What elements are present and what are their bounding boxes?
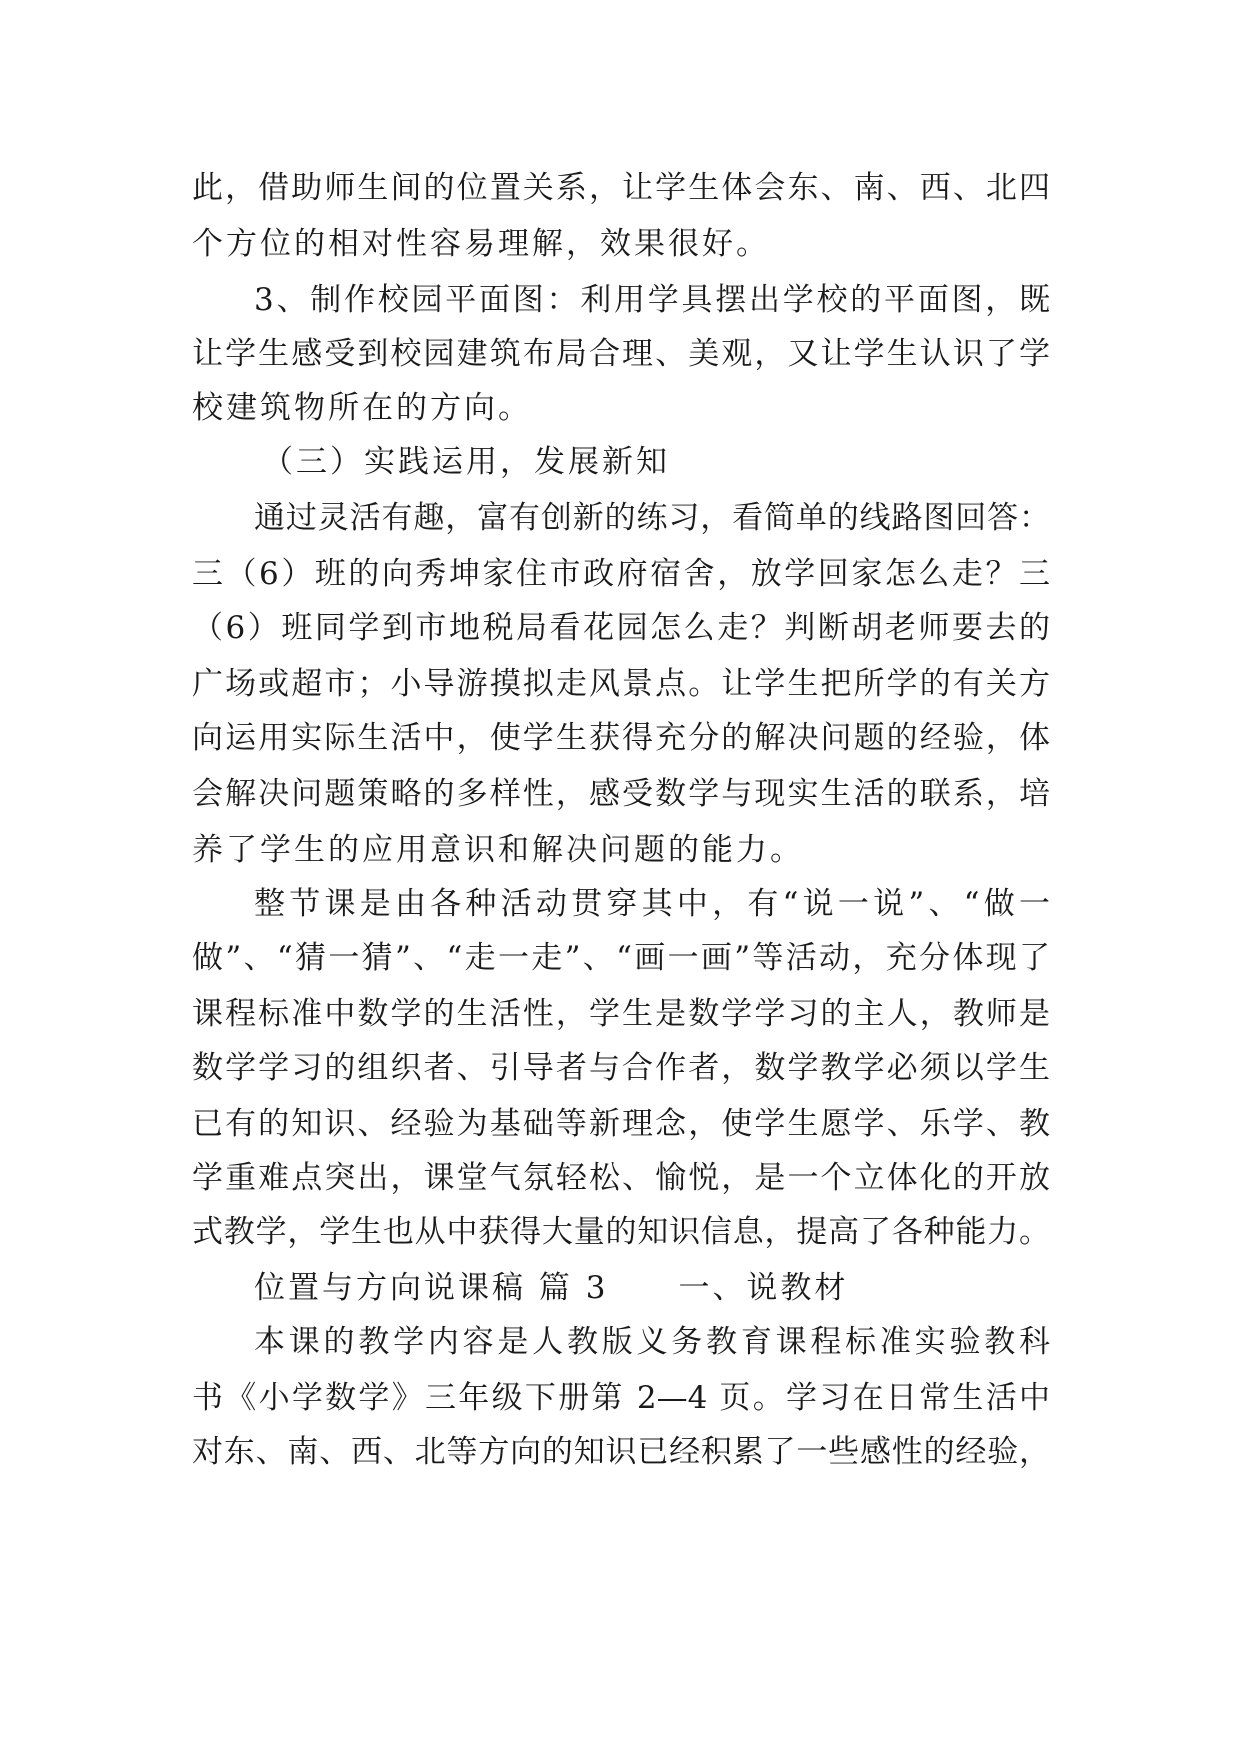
section-title: 位置与方向说课稿 篇 3 [254, 1270, 609, 1306]
paragraph-line: 向运用实际生活中，使学生获得充分的解决问题的经验，体 [192, 720, 1050, 756]
paragraph-line: 对东、南、西、北等方向的知识已经积累了一些感性的经验， [192, 1434, 1050, 1470]
paragraph-line: 让学生感受到校园建筑布局合理、美观，又让学生认识了学 [192, 336, 1050, 372]
paragraph-line: 本课的教学内容是人教版义务教育课程标准实验教科 [254, 1324, 1050, 1360]
paragraph-line: 已有的知识、经验为基础等新理念，使学生愿学、乐学、教 [192, 1106, 1050, 1142]
paragraph-line: 做”、“猜一猜”、“走一走”、“画一画”等活动，充分体现了 [192, 940, 1050, 976]
paragraph-line: 通过灵活有趣，富有创新的练习，看简单的线路图回答： [254, 500, 1050, 536]
paragraph-line: 数学学习的组织者、引导者与合作者，数学教学必须以学生 [192, 1050, 1050, 1086]
paragraph-line: 课程标准中数学的生活性，学生是数学学习的主人，教师是 [192, 996, 1050, 1032]
section-subtitle: 一、说教材 [678, 1270, 849, 1306]
paragraph-line: 式教学，学生也从中获得大量的知识信息，提高了各种能力。 [192, 1214, 1050, 1250]
paragraph-line: 学重难点突出，课堂气氛轻松、愉悦，是一个立体化的开放 [192, 1160, 1050, 1196]
paragraph-line: 三（6）班的向秀坤家住市政府宿舍，放学回家怎么走？三 [192, 556, 1050, 592]
paragraph-line: 3、制作校园平面图：利用学具摆出学校的平面图，既 [254, 282, 1050, 318]
paragraph-line: 整节课是由各种活动贯穿其中，有“说一说”、“做一 [254, 886, 1050, 922]
paragraph-line: （6）班同学到市地税局看花园怎么走？判断胡老师要去的 [192, 610, 1050, 646]
paragraph-line: 书《小学数学》三年级下册第 2—4 页。学习在日常生活中 [192, 1380, 1050, 1416]
paragraph-line: 会解决问题策略的多样性，感受数学与现实生活的联系，培 [192, 776, 1050, 812]
paragraph-line: 个方位的相对性容易理解，效果很好。 [192, 226, 770, 262]
paragraph-line: 此，借助师生间的位置关系，让学生体会东、南、西、北四 [192, 170, 1050, 206]
paragraph-line: 广场或超市；小导游摸拟走风景点。让学生把所学的有关方 [192, 666, 1050, 702]
section-heading-line [254, 1260, 854, 1316]
paragraph-line: 校建筑物所在的方向。 [192, 390, 532, 426]
subheading: （三）实践运用，发展新知 [262, 444, 670, 480]
paragraph-line: 养了学生的应用意识和解决问题的能力。 [192, 832, 804, 868]
